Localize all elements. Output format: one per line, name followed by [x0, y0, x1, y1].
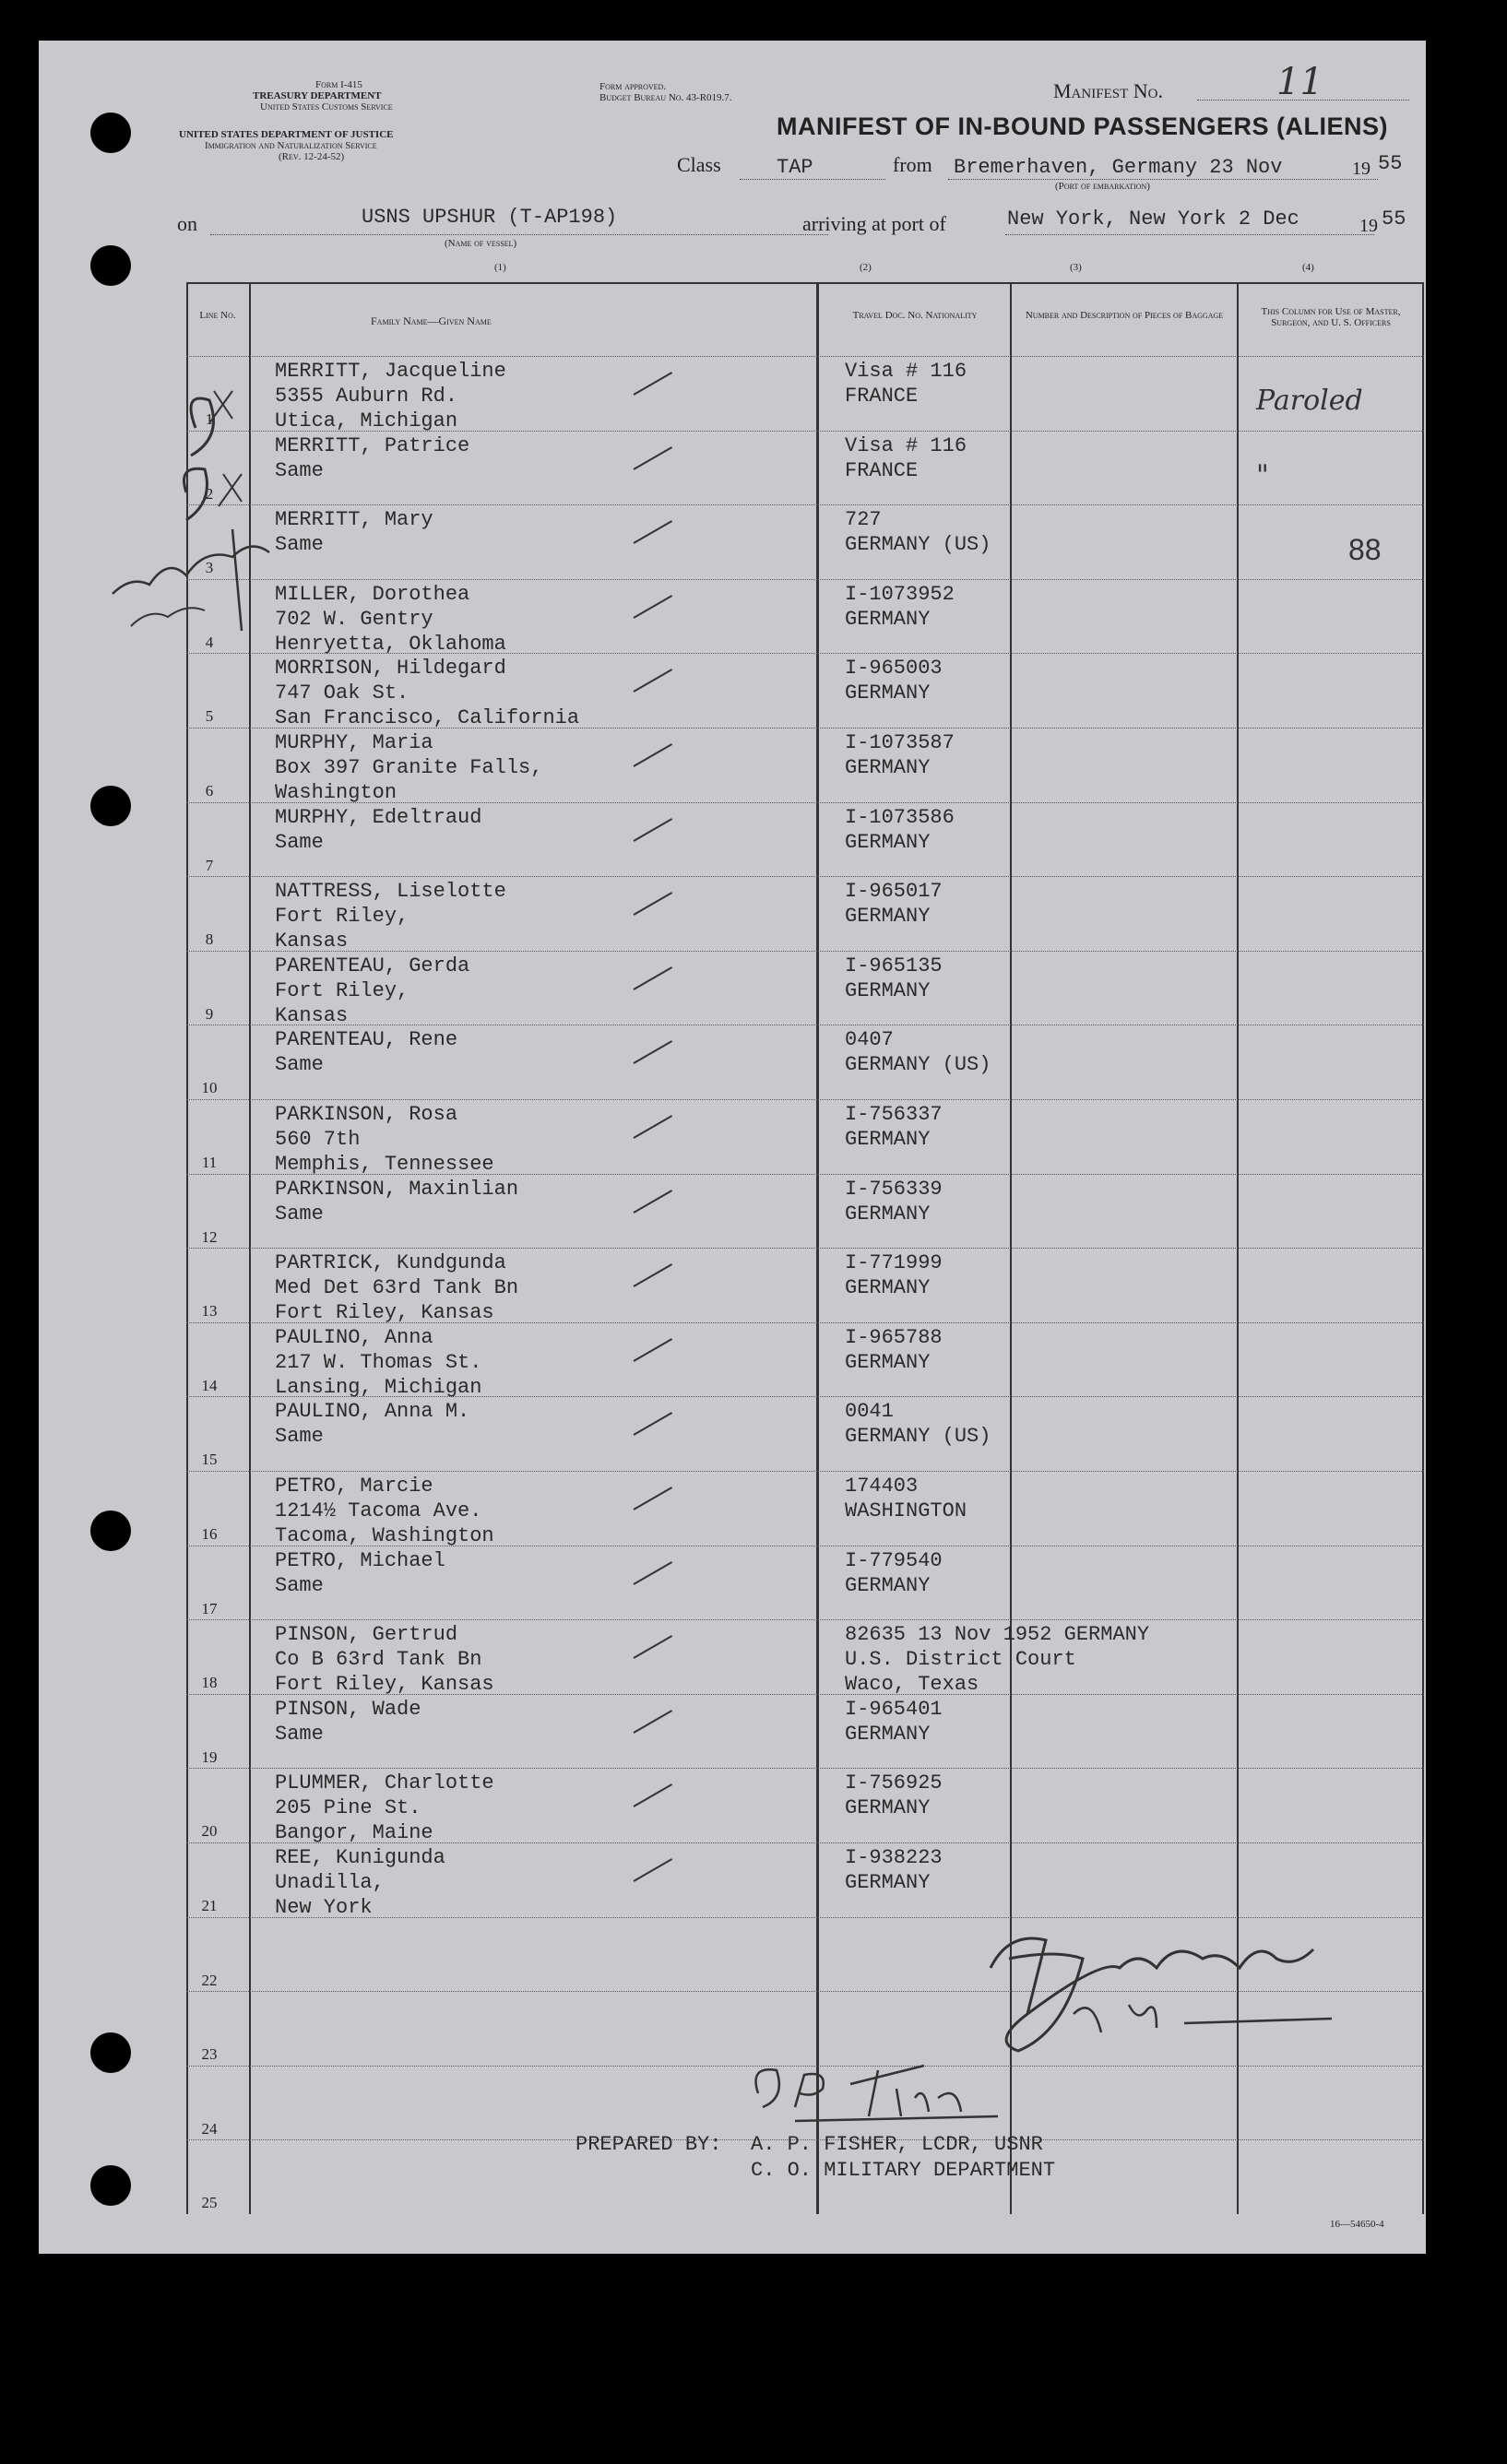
check-mark	[634, 520, 673, 544]
line-number: 16	[201, 1525, 218, 1543]
manifest-title: MANIFEST OF IN-BOUND PASSENGERS (ALIENS)	[777, 113, 1389, 140]
name-line: Co B 63rd Tank Bn	[275, 1648, 482, 1672]
doc-line: I-756925	[845, 1771, 943, 1795]
travel-doc-nationality	[845, 1845, 943, 1895]
line-number: 6	[205, 782, 214, 800]
preparer-signature	[740, 2056, 1035, 2130]
arrival-port: New York, New York 2 Dec	[1007, 207, 1299, 231]
travel-doc-nationality	[845, 879, 943, 929]
port-caption: (Port of embarkation)	[1055, 181, 1150, 192]
travel-doc-nationality	[845, 805, 955, 855]
table-row	[186, 1099, 1424, 1174]
check-mark	[634, 1784, 673, 1808]
name-line: Same	[275, 458, 324, 482]
doc-line: GERMANY (US)	[845, 533, 991, 557]
revision: (Rev. 12-24-52)	[279, 151, 345, 162]
name-line: Washington	[275, 781, 398, 804]
table-row	[186, 728, 1424, 802]
doc-line: GERMANY	[845, 1276, 931, 1300]
travel-doc-nationality	[845, 433, 967, 483]
ins-service: Immigration and Naturalization Service	[205, 140, 377, 151]
line-number: 15	[201, 1451, 218, 1469]
from-value: Bremerhaven, Germany 23 Nov	[954, 156, 1283, 179]
footer-code: 16—54650-4	[1330, 2219, 1384, 2230]
check-mark	[634, 818, 673, 842]
form-approved: Form approved.	[599, 81, 667, 92]
class-label: Class	[677, 153, 721, 176]
name-line: Same	[275, 830, 324, 854]
table-row	[186, 579, 1424, 654]
name-line: Same	[275, 1425, 324, 1449]
travel-doc-nationality	[845, 1177, 943, 1226]
doc-line: GERMANY	[845, 1573, 931, 1597]
line-number: 2	[205, 484, 214, 503]
doc-line: FRANCE	[845, 458, 919, 482]
doc-line: 0407	[845, 1028, 894, 1052]
name-line: Fort Riley,	[275, 978, 409, 1002]
line-number: 19	[201, 1747, 218, 1766]
header-baggage: Number and Description of Pieces of Baggage	[1025, 310, 1224, 321]
name-line: Fort Riley, Kansas	[275, 1673, 494, 1697]
doc-line: I-965788	[845, 1325, 943, 1349]
name-line: 747 Oak St.	[275, 681, 409, 705]
from-label: from	[893, 153, 932, 176]
line-number: 23	[201, 2045, 218, 2064]
line-number: 10	[201, 1079, 218, 1097]
travel-doc-nationality	[845, 1027, 991, 1077]
name-line: Henryetta, Oklahoma	[275, 632, 506, 656]
name-line: PETRO, Michael	[275, 1548, 445, 1572]
check-mark	[634, 1041, 673, 1065]
line-number: 7	[205, 856, 214, 874]
passenger-name-address	[275, 1771, 494, 1845]
name-line: PARENTEAU, Rene	[275, 1028, 458, 1052]
class-value: TAP	[777, 156, 813, 179]
header-officers: This Column for Use of Master, Surgeon, and U. S. Officers	[1261, 306, 1401, 328]
name-line: PAULINO, Anna	[275, 1325, 433, 1349]
passenger-name-address	[275, 1474, 494, 1548]
arriving-label: arriving at port of	[802, 212, 946, 235]
table-row	[186, 876, 1424, 954]
line-number: 3	[205, 559, 214, 577]
name-line: PLUMMER, Charlotte	[275, 1771, 494, 1795]
line-number: 21	[201, 1897, 218, 1914]
check-mark	[634, 1263, 673, 1287]
name-line: Fort Riley,	[275, 905, 409, 929]
doc-line: U.S. District Court	[845, 1648, 1076, 1672]
name-line: Kansas	[275, 1003, 349, 1027]
punch-hole	[90, 245, 131, 286]
vessel-name: USNS UPSHUR (T-AP198)	[362, 206, 618, 229]
travel-doc-nationality	[845, 1548, 943, 1598]
name-line: Med Det 63rd Tank Bn	[275, 1276, 519, 1300]
check-mark	[634, 1338, 673, 1362]
doc-line: GERMANY	[845, 1350, 931, 1374]
name-line: Same	[275, 1722, 324, 1746]
travel-doc-nationality	[845, 1102, 943, 1152]
check-mark	[634, 966, 673, 990]
doc-line: I-965401	[845, 1697, 943, 1721]
name-line: REE, Kunigunda	[275, 1846, 445, 1869]
doc-line: I-1073587	[845, 731, 955, 754]
passenger-name-address	[275, 1027, 457, 1077]
treasury-dept: TREASURY DEPARTMENT	[253, 90, 382, 101]
name-line: 560 7th	[275, 1128, 361, 1151]
table-row	[186, 802, 1424, 877]
check-mark	[634, 892, 673, 916]
name-line: MILLER, Dorothea	[275, 582, 470, 606]
punch-hole	[90, 113, 131, 153]
table-row	[186, 1546, 1424, 1620]
doc-line: GERMANY	[845, 1796, 931, 1820]
line-number: 25	[201, 2194, 218, 2212]
name-line: 1214½ Tacoma Ave.	[275, 1499, 482, 1522]
year2-prefix: 19	[1359, 216, 1378, 236]
travel-doc-nationality	[845, 1250, 943, 1300]
travel-doc-nationality	[845, 1622, 1149, 1697]
name-line: Same	[275, 1053, 324, 1077]
doc-line: WASHINGTON	[845, 1499, 967, 1522]
manifest-no-value: 11	[1276, 61, 1323, 103]
doc-line: I-756337	[845, 1103, 943, 1126]
year1-value: 55	[1378, 152, 1403, 175]
header-doc: Travel Doc. No. Nationality	[852, 310, 978, 321]
travel-doc-nationality	[845, 1771, 943, 1820]
line-number: 20	[201, 1822, 218, 1841]
name-line: MERRITT, Patrice	[275, 433, 470, 457]
doc-line: I-771999	[845, 1251, 943, 1275]
check-mark	[634, 1635, 673, 1659]
passenger-name-address	[275, 805, 481, 855]
table-row	[186, 431, 1424, 505]
year2-value: 55	[1382, 207, 1406, 231]
passenger-name-address	[275, 1102, 494, 1177]
travel-doc-nationality	[845, 359, 967, 409]
col-num-4: (4)	[1302, 262, 1314, 273]
doc-line: I-965003	[845, 657, 943, 681]
name-line: PAULINO, Anna M.	[275, 1400, 470, 1424]
name-line: 205 Pine St.	[275, 1796, 421, 1820]
passenger-name-address	[275, 1399, 469, 1449]
table-row	[186, 653, 1424, 728]
name-line: PINSON, Wade	[275, 1697, 421, 1721]
doc-line: GERMANY	[845, 830, 931, 854]
doc-line: I-779540	[845, 1548, 943, 1572]
name-line: MORRISON, Hildegard	[275, 657, 506, 681]
passenger-name-address	[275, 1177, 518, 1226]
name-line: NATTRESS, Liselotte	[275, 880, 506, 904]
on-label: on	[177, 212, 197, 235]
line-number: 4	[205, 633, 214, 651]
name-line: MURPHY, Maria	[275, 731, 433, 754]
check-mark	[634, 1487, 673, 1510]
doc-line: GERMANY	[845, 1871, 931, 1894]
doc-line: I-965135	[845, 954, 943, 977]
customs-service: United States Customs Service	[260, 101, 393, 113]
name-line: Bangor, Maine	[275, 1821, 433, 1845]
travel-doc-nationality	[845, 954, 943, 1003]
name-line: PARENTEAU, Gerda	[275, 954, 470, 977]
name-line: Unadilla,	[275, 1871, 385, 1894]
handwritten-margin-marks	[94, 373, 315, 686]
name-line: Box 397 Granite Falls,	[275, 756, 543, 779]
officer-note: "	[1256, 458, 1269, 492]
name-line: 5355 Auburn Rd.	[275, 385, 458, 408]
line-number: 8	[205, 930, 214, 949]
vessel-fill	[210, 234, 828, 235]
name-line: Memphis, Tennessee	[275, 1153, 494, 1176]
line-number: 14	[201, 1376, 218, 1394]
line-number: 17	[201, 1599, 218, 1617]
check-mark	[634, 1710, 673, 1734]
justice-dept: UNITED STATES DEPARTMENT OF JUSTICE	[179, 129, 394, 140]
name-line: Fort Riley, Kansas	[275, 1301, 494, 1325]
name-line: Same	[275, 1202, 324, 1226]
name-line: Tacoma, Washington	[275, 1524, 494, 1547]
col-num-1: (1)	[494, 262, 506, 273]
doc-line: I-938223	[845, 1846, 943, 1869]
travel-doc-nationality	[845, 656, 943, 705]
manifest-no-label: Manifest No.	[1053, 79, 1163, 102]
doc-line: I-756339	[845, 1177, 943, 1201]
punch-hole	[90, 1510, 131, 1551]
line-number: 5	[205, 707, 214, 726]
name-line: PINSON, Gertrud	[275, 1623, 458, 1647]
year1-prefix: 19	[1352, 159, 1371, 179]
passenger-name-address	[275, 954, 469, 1028]
passenger-name-address	[275, 1548, 445, 1598]
doc-line: GERMANY	[845, 607, 931, 631]
doc-line: Waco, Texas	[845, 1673, 979, 1697]
name-line: San Francisco, California	[275, 706, 580, 730]
line-number: 12	[201, 1227, 218, 1246]
doc-line: GERMANY	[845, 756, 931, 779]
name-line: Kansas	[275, 930, 349, 954]
name-line: PETRO, Marcie	[275, 1475, 433, 1498]
doc-line: Visa # 116	[845, 433, 967, 457]
passenger-name-address	[275, 1697, 421, 1747]
name-line: 217 W. Thomas St.	[275, 1350, 482, 1374]
doc-line: GERMANY	[845, 1202, 931, 1226]
table-row	[186, 1322, 1424, 1397]
header-name: Family Name—Given Name	[371, 314, 492, 327]
travel-doc-nationality	[845, 1697, 943, 1747]
prepared-by-line2: C. O. MILITARY DEPARTMENT	[751, 2159, 1056, 2182]
table-row	[186, 1471, 1424, 1546]
travel-doc-nationality	[845, 1325, 943, 1375]
table-row	[186, 1248, 1424, 1325]
travel-doc-nationality	[845, 1474, 967, 1523]
check-mark	[634, 1115, 673, 1139]
passenger-name-address	[275, 879, 506, 954]
name-line: Lansing, Michigan	[275, 1375, 482, 1399]
table-row	[186, 951, 1424, 1025]
name-line: Same	[275, 1573, 324, 1597]
doc-line: FRANCE	[845, 385, 919, 408]
table-row	[186, 1025, 1424, 1099]
check-mark	[634, 1561, 673, 1585]
budget-bureau: Budget Bureau No. 43-R019.7.	[599, 92, 732, 103]
doc-line: GERMANY (US)	[845, 1425, 991, 1449]
doc-line: I-1073952	[845, 582, 955, 606]
check-mark	[634, 669, 673, 693]
check-mark	[634, 1190, 673, 1214]
doc-line: GERMANY (US)	[845, 1053, 991, 1077]
passenger-name-address	[275, 730, 542, 805]
punch-hole	[90, 2165, 131, 2206]
doc-line: GERMANY	[845, 1128, 931, 1151]
line-number: 18	[201, 1674, 218, 1692]
line-number: 22	[201, 1971, 218, 1989]
doc-line: I-965017	[845, 880, 943, 904]
travel-doc-nationality	[845, 507, 991, 557]
name-line: PARKINSON, Rosa	[275, 1103, 458, 1126]
table-row	[186, 504, 1424, 579]
passenger-name-address	[275, 1845, 445, 1920]
officer-note: Paroled	[1256, 385, 1363, 417]
officer-note: 88	[1348, 533, 1382, 567]
name-line: Same	[275, 533, 324, 557]
arrival-fill	[1005, 234, 1374, 235]
col-num-3: (3)	[1070, 262, 1082, 273]
doc-line: GERMANY	[845, 905, 931, 929]
line-number: 11	[201, 1154, 218, 1171]
name-line: MURPHY, Edeltraud	[275, 805, 482, 829]
table-row	[186, 1619, 1424, 1697]
check-mark	[634, 1858, 673, 1882]
name-line: New York	[275, 1896, 373, 1919]
table-row	[186, 1768, 1424, 1845]
check-mark	[634, 595, 673, 619]
passenger-name-address	[275, 656, 579, 730]
header-line-no: Line No.	[199, 310, 236, 321]
check-mark	[634, 372, 673, 396]
col-num-2: (2)	[860, 262, 872, 273]
doc-line: Visa # 116	[845, 360, 967, 383]
doc-line: 0041	[845, 1400, 894, 1424]
travel-doc-nationality	[845, 1399, 991, 1449]
doc-line: GERMANY	[845, 1722, 931, 1746]
passenger-name-address	[275, 1250, 518, 1325]
check-mark	[634, 446, 673, 470]
line-number: 24	[201, 2119, 218, 2138]
check-mark	[634, 1413, 673, 1437]
vessel-caption: (Name of vessel)	[445, 238, 517, 249]
check-mark	[634, 743, 673, 767]
table-row	[186, 1694, 1424, 1769]
table-row	[186, 1174, 1424, 1249]
punch-hole	[90, 786, 131, 826]
passenger-name-address	[275, 1325, 481, 1400]
name-line: PARTRICK, Kundgunda	[275, 1251, 506, 1275]
table-row	[186, 356, 1424, 431]
official-signature	[972, 1903, 1359, 2069]
name-line: PARKINSON, Maxinlian	[275, 1177, 519, 1201]
doc-line: I-1073586	[845, 805, 955, 829]
line-number: 9	[205, 1004, 214, 1023]
doc-line: GERMANY	[845, 978, 931, 1002]
form-id: Form I-415	[315, 79, 362, 90]
doc-line: 727	[845, 508, 882, 532]
table-row	[186, 1396, 1424, 1471]
prepared-by-line1: A. P. FISHER, LCDR, USNR	[751, 2133, 1043, 2156]
prepared-by-label: PREPARED BY:	[576, 2133, 722, 2156]
name-line: MERRITT, Jacqueline	[275, 360, 506, 383]
name-line: 702 W. Gentry	[275, 607, 433, 631]
line-number: 1	[205, 410, 214, 428]
name-line: Utica, Michigan	[275, 409, 458, 432]
doc-line: GERMANY	[845, 681, 931, 705]
passenger-name-address	[275, 1622, 494, 1697]
travel-doc-nationality	[845, 582, 955, 632]
travel-doc-nationality	[845, 730, 955, 780]
line-number: 13	[201, 1302, 218, 1321]
name-line: MERRITT, Mary	[275, 508, 433, 532]
doc-line: 174403	[845, 1475, 919, 1498]
manifest-page	[39, 41, 1426, 2254]
punch-hole	[90, 2032, 131, 2073]
doc-line: 82635 13 Nov 1952 GERMANY	[845, 1623, 1150, 1647]
